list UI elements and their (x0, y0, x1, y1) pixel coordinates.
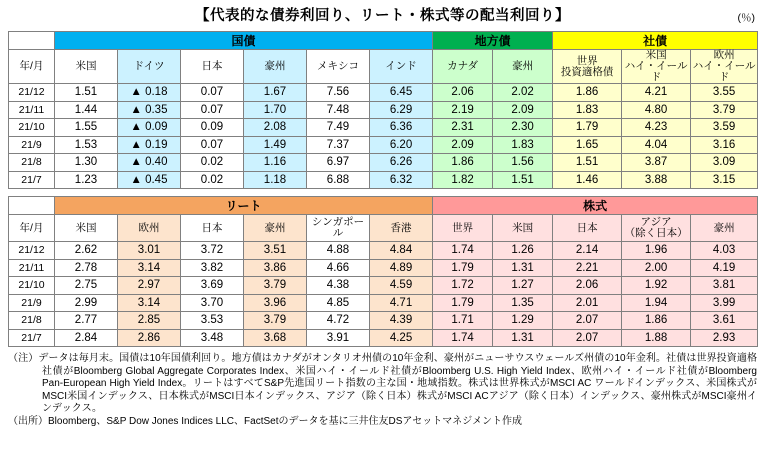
column-header-hongkong-reit: 香港 (370, 215, 433, 242)
row-ym: 21/11 (9, 101, 55, 119)
group-header-chihou: 地方債 (433, 32, 553, 50)
cell: 6.26 (370, 154, 433, 172)
eu-hy-line2: ハイ・イールド (692, 60, 756, 83)
table-row (9, 119, 758, 137)
cell: 1.92 (622, 277, 691, 295)
cell: 3.81 (691, 277, 758, 295)
row-ym: 21/10 (9, 277, 55, 295)
cell: 0.07 (181, 101, 244, 119)
cell: 2.19 (433, 101, 493, 119)
cell: 1.86 (553, 84, 622, 102)
cell: 1.79 (553, 119, 622, 137)
cell: 3.01 (118, 242, 181, 260)
row-ym: 21/12 (9, 242, 55, 260)
global-ig-line1: 世界 (576, 54, 598, 67)
row-ym: 21/9 (9, 136, 55, 154)
cell: 4.38 (307, 277, 370, 295)
source-label: （出所） (8, 415, 48, 427)
cell: 2.08 (244, 119, 307, 137)
cell: 3.72 (181, 242, 244, 260)
column-header-mexico-govt: メキシコ (307, 50, 370, 84)
column-header-us-govt: 米国 (55, 50, 118, 84)
cell: 1.18 (244, 171, 307, 189)
cell: 4.84 (370, 242, 433, 260)
cell: 1.71 (433, 312, 493, 330)
cell: 1.51 (55, 84, 118, 102)
cell: 7.49 (307, 119, 370, 137)
cell: 3.91 (307, 329, 370, 347)
cell: 0.02 (181, 171, 244, 189)
asia-line2: （除く日本） (624, 227, 688, 239)
row-ym: 21/11 (9, 259, 55, 277)
cell: 4.23 (622, 119, 691, 137)
cell: 3.87 (622, 154, 691, 172)
cell: 3.48 (181, 329, 244, 347)
cell: ▲ 0.18 (118, 84, 181, 102)
cell: 0.07 (181, 136, 244, 154)
cell: 4.72 (307, 312, 370, 330)
table-row (9, 136, 758, 154)
cell: 1.74 (433, 329, 493, 347)
cell: 3.55 (691, 84, 758, 102)
column-header-australia-govt: 豪州 (244, 50, 307, 84)
cell: 1.30 (55, 154, 118, 172)
column-header-us-reit: 米国 (55, 215, 118, 242)
cell: 1.53 (55, 136, 118, 154)
cell: 1.96 (622, 242, 691, 260)
cell: 1.23 (55, 171, 118, 189)
cell: 2.85 (118, 312, 181, 330)
column-header-germany-govt: ドイツ (118, 50, 181, 84)
cell: 3.61 (691, 312, 758, 330)
row-ym: 21/7 (9, 329, 55, 347)
table-row (9, 101, 758, 119)
cell: 2.77 (55, 312, 118, 330)
unit-label: (％) (737, 12, 755, 24)
table-row (9, 312, 758, 330)
cell: 4.66 (307, 259, 370, 277)
group-header-shasai: 社債 (553, 32, 758, 50)
cell: 2.86 (118, 329, 181, 347)
column-header-europe-reit: 欧州 (118, 215, 181, 242)
table-row (9, 242, 758, 260)
cell: 6.32 (370, 171, 433, 189)
cell: 4.19 (691, 259, 758, 277)
cell: 1.46 (553, 171, 622, 189)
cell: 1.94 (622, 294, 691, 312)
row-ym: 21/7 (9, 171, 55, 189)
cell: 2.30 (493, 119, 553, 137)
cell: 3.99 (691, 294, 758, 312)
group-corner-cell (9, 32, 55, 50)
cell: 6.29 (370, 101, 433, 119)
title-row (8, 6, 757, 30)
column-header-singapore-reit: シンガポール (307, 215, 370, 242)
column-header-world-equity: 世界 (433, 215, 493, 242)
cell: 2.21 (553, 259, 622, 277)
cell: 3.53 (181, 312, 244, 330)
cell: 6.36 (370, 119, 433, 137)
cell: 1.83 (553, 101, 622, 119)
cell: 3.79 (691, 101, 758, 119)
group-header-reit: リート (55, 197, 433, 215)
cell: 3.79 (244, 312, 307, 330)
cell: 3.96 (244, 294, 307, 312)
note-label: （注） (8, 353, 39, 364)
cell: 1.55 (55, 119, 118, 137)
cell: 4.89 (370, 259, 433, 277)
group-header-kokusai: 国債 (55, 32, 433, 50)
us-hy-line1: 米国 (645, 49, 667, 61)
page-title: 【代表的な債券利回り、リート・株式等の配当利回り】 (195, 8, 570, 24)
cell: 1.16 (244, 154, 307, 172)
cell: 2.93 (691, 329, 758, 347)
cell: 1.27 (493, 277, 553, 295)
column-header-australia-equity: 豪州 (691, 215, 758, 242)
cell: 4.25 (370, 329, 433, 347)
cell: 3.70 (181, 294, 244, 312)
cell: 1.86 (622, 312, 691, 330)
table-row (9, 329, 758, 347)
asia-line1: アジア (640, 216, 672, 228)
cell: 1.67 (244, 84, 307, 102)
column-header-row (9, 215, 758, 242)
cell: 7.56 (307, 84, 370, 102)
column-header-japan-equity: 日本 (553, 215, 622, 242)
cell: 1.79 (433, 259, 493, 277)
column-header-ym: 年/月 (9, 50, 55, 84)
cell: 4.39 (370, 312, 433, 330)
cell: ▲ 0.40 (118, 154, 181, 172)
cell: 3.69 (181, 277, 244, 295)
bond-yield-table-wrap (8, 31, 757, 189)
cell: 4.03 (691, 242, 758, 260)
source-paragraph (8, 416, 757, 429)
note-paragraph (8, 353, 757, 416)
cell: 0.07 (181, 84, 244, 102)
cell: 0.02 (181, 154, 244, 172)
cell: 0.09 (181, 119, 244, 137)
cell: 1.88 (622, 329, 691, 347)
cell: 3.15 (691, 171, 758, 189)
cell: 2.02 (493, 84, 553, 102)
reit-equity-table (8, 196, 758, 347)
cell: ▲ 0.09 (118, 119, 181, 137)
cell: 1.51 (493, 171, 553, 189)
group-corner-cell (9, 197, 55, 215)
cell: 2.62 (55, 242, 118, 260)
cell: 1.35 (493, 294, 553, 312)
cell: 4.21 (622, 84, 691, 102)
cell: 2.09 (493, 101, 553, 119)
cell: 3.16 (691, 136, 758, 154)
cell: 2.75 (55, 277, 118, 295)
cell: ▲ 0.45 (118, 171, 181, 189)
cell: 6.45 (370, 84, 433, 102)
row-ym: 21/8 (9, 154, 55, 172)
column-header-row (9, 50, 758, 84)
row-ym: 21/9 (9, 294, 55, 312)
column-header-ym: 年/月 (9, 215, 55, 242)
reit-equity-table-body (9, 197, 758, 347)
cell: 3.68 (244, 329, 307, 347)
cell: 1.86 (433, 154, 493, 172)
table-row (9, 154, 758, 172)
table-row (9, 277, 758, 295)
table-row (9, 84, 758, 102)
column-header-us-hy (622, 50, 691, 84)
cell: 2.06 (433, 84, 493, 102)
cell: 2.78 (55, 259, 118, 277)
row-ym: 21/8 (9, 312, 55, 330)
cell: 3.59 (691, 119, 758, 137)
cell: 2.01 (553, 294, 622, 312)
cell: 2.97 (118, 277, 181, 295)
column-header-australia-reit: 豪州 (244, 215, 307, 242)
cell: 2.99 (55, 294, 118, 312)
reit-equity-table-wrap (8, 196, 757, 347)
cell: 4.85 (307, 294, 370, 312)
column-header-japan-govt: 日本 (181, 50, 244, 84)
global-ig-line2: 投資適格債 (560, 65, 614, 78)
table-row (9, 171, 758, 189)
cell: 1.51 (553, 154, 622, 172)
table-row (9, 294, 758, 312)
cell: 2.84 (55, 329, 118, 347)
cell: 3.09 (691, 154, 758, 172)
cell: ▲ 0.35 (118, 101, 181, 119)
cell: 3.82 (181, 259, 244, 277)
cell: 3.86 (244, 259, 307, 277)
cell: 1.70 (244, 101, 307, 119)
cell: 6.97 (307, 154, 370, 172)
cell: 4.04 (622, 136, 691, 154)
bond-yield-table-body (9, 32, 758, 189)
column-header-canada-muni: カナダ (433, 50, 493, 84)
cell: 1.72 (433, 277, 493, 295)
table-row (9, 259, 758, 277)
cell: 3.79 (244, 277, 307, 295)
column-header-australia-muni: 豪州 (493, 50, 553, 84)
cell: 4.88 (307, 242, 370, 260)
cell: 2.07 (553, 312, 622, 330)
footnotes (8, 353, 757, 429)
eu-hy-line1: 欧州 (713, 49, 735, 61)
column-header-asia-ex-japan-equity (622, 215, 691, 242)
us-hy-line2: ハイ・イールド (624, 60, 688, 83)
cell: 1.26 (493, 242, 553, 260)
column-header-india-govt: インド (370, 50, 433, 84)
group-header-row (9, 197, 758, 215)
cell: 7.37 (307, 136, 370, 154)
cell: 6.88 (307, 171, 370, 189)
column-header-eu-hy (691, 50, 758, 84)
cell: 2.07 (553, 329, 622, 347)
cell: 2.00 (622, 259, 691, 277)
cell: 1.82 (433, 171, 493, 189)
cell: 2.31 (433, 119, 493, 137)
cell: 1.44 (55, 101, 118, 119)
cell: 1.49 (244, 136, 307, 154)
cell: 4.59 (370, 277, 433, 295)
cell: 1.29 (493, 312, 553, 330)
cell: 3.88 (622, 171, 691, 189)
cell: 1.31 (493, 329, 553, 347)
cell: 1.65 (553, 136, 622, 154)
cell: 4.80 (622, 101, 691, 119)
cell: 1.83 (493, 136, 553, 154)
bond-yield-table (8, 31, 758, 189)
cell: 6.20 (370, 136, 433, 154)
cell: 2.14 (553, 242, 622, 260)
cell: 7.48 (307, 101, 370, 119)
cell: 3.14 (118, 259, 181, 277)
column-header-japan-reit: 日本 (181, 215, 244, 242)
cell: 2.09 (433, 136, 493, 154)
cell: 4.71 (370, 294, 433, 312)
column-header-us-equity: 米国 (493, 215, 553, 242)
row-ym: 21/12 (9, 84, 55, 102)
group-header-row (9, 32, 758, 50)
group-header-kabushiki: 株式 (433, 197, 758, 215)
cell: 1.56 (493, 154, 553, 172)
cell: 1.31 (493, 259, 553, 277)
note-text: データは毎月末。国債は10年国債利回り。地方債はカナダがオンタリオ州債の10年金利、豪州がニューサウスウェールズ州債の10年金利。社債は世界投資適格社債がBloomberg Global Aggregate Corporates Index、米国ハイ・イールド社債がBloomberg U.S. High Yield Index、欧州ハイ・イールド社債がBloomberg Pan-European High Yield Index。リートはすべてS&P先進国リート指数の主な国・地域指数。株式は世界株式がMSCI AC ワールドインデックス、米国株式がMSCI米国インデックス、日本株式がMSCI日本インデックス、アジア（除く日本）株式がMSCI ACアジア（除く日本）インデックス、豪州株式がMSCI豪州インデックス。 (38, 353, 758, 415)
source-text: Bloomberg、S&P Dow Jones Indices LLC、FactSetのデータを基に三井住友DSアセットマネジメント作成 (48, 415, 522, 427)
cell: 1.74 (433, 242, 493, 260)
cell: 3.14 (118, 294, 181, 312)
column-header-global-ig (553, 50, 622, 84)
cell: 1.79 (433, 294, 493, 312)
cell: ▲ 0.19 (118, 136, 181, 154)
row-ym: 21/10 (9, 119, 55, 137)
cell: 3.51 (244, 242, 307, 260)
cell: 2.06 (553, 277, 622, 295)
